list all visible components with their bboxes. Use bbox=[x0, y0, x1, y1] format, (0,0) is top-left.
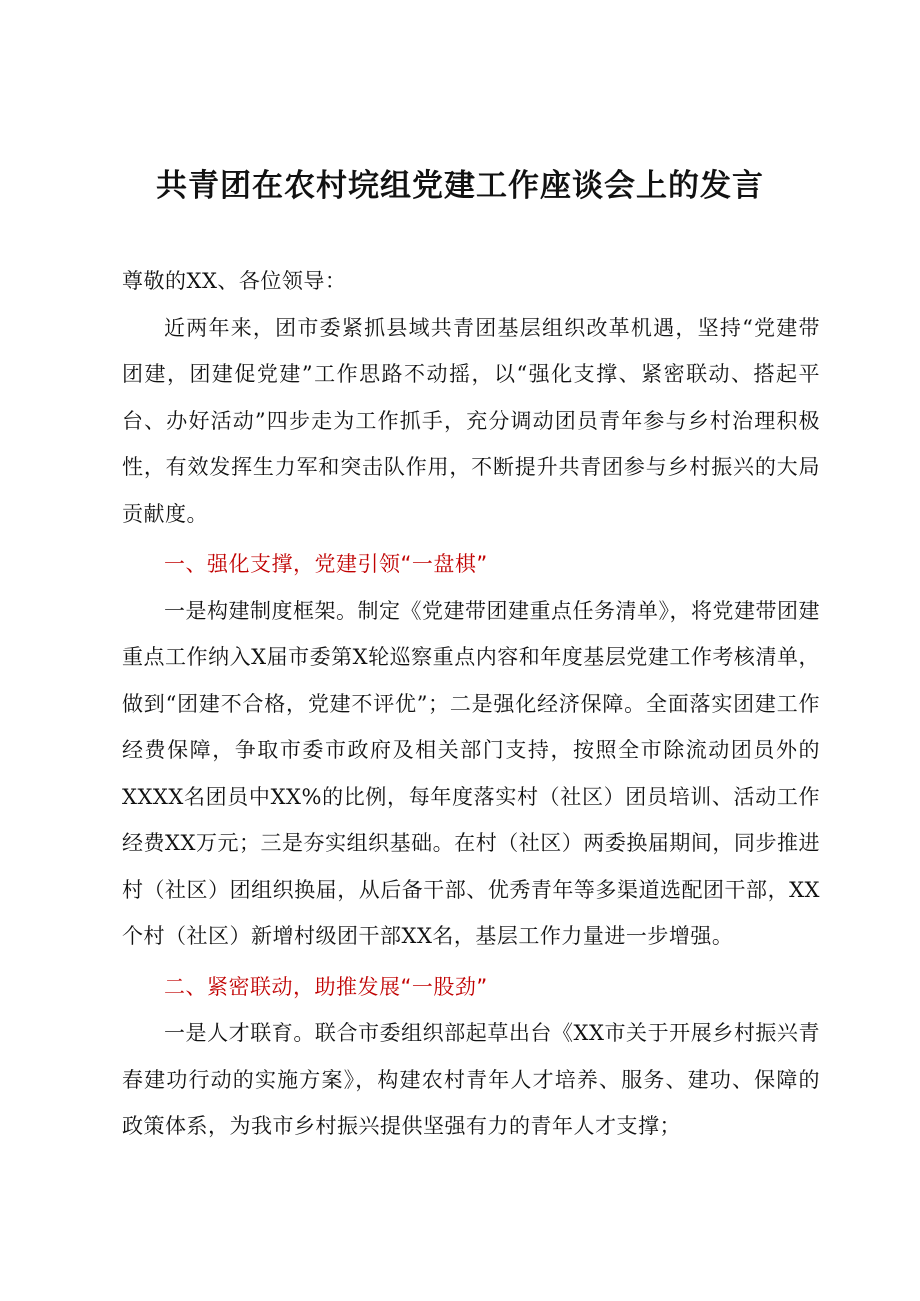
section-2-paragraph: 一是人才联育。联合市委组织部起草出台《XX市关于开展乡村振兴青春建功行动的实施方案》，构建农村青年人才培养、服务、建功、保障的政策体系，为我市乡村振兴提供坚强有力的青年人才支撑； bbox=[122, 1021, 820, 1138]
salutation: 尊敬的XX、各位领导： bbox=[122, 269, 347, 293]
section-1-paragraph: 一是构建制度框架。制定《党建带团建重点任务清单》，将党建带团建重点工作纳入X届市委第X轮巡察重点内容和年度基层党建工作考核清单，做到“团建不合格，党建不评优”；二是强化经济保障。全面落实团建工作经费保障，争取市委市政府及相关部门支持，按照全市除流动团员外的XXXX名团员中XX%的比例，每年度落实村（社区）团员培训、活动工作经费XX万元；三是夯实组织基础。在村（社区）两委换届期间，同步推进村（社区）团组织换届，从后备干部、优秀青年等多渠道选配团干部，XX个村（社区）新增村级团干部XX名，基层工作力量进一步增强。 bbox=[122, 598, 820, 948]
document-title: 共青团在农村垸组党建工作座谈会上的发言 bbox=[156, 168, 764, 204]
section-2-heading: 二、紧密联动，助推发展“一股劲” bbox=[164, 974, 488, 999]
document-body bbox=[122, 258, 820, 1150]
intro-paragraph: 近两年来，团市委紧抓县域共青团基层组织改革机遇，坚持“党建带团建，团建促党建”工作思路不动摇，以“强化支撑、紧密联动、搭起平台、办好活动”四步走为工作抓手，充分调动团员青年参与乡村治理积极性，有效发挥生力军和突击队作用，不断提升共青团参与乡村振兴的大局贡献度。 bbox=[122, 315, 820, 526]
section-1-heading: 一、强化支撑，党建引领“一盘棋” bbox=[164, 552, 488, 576]
